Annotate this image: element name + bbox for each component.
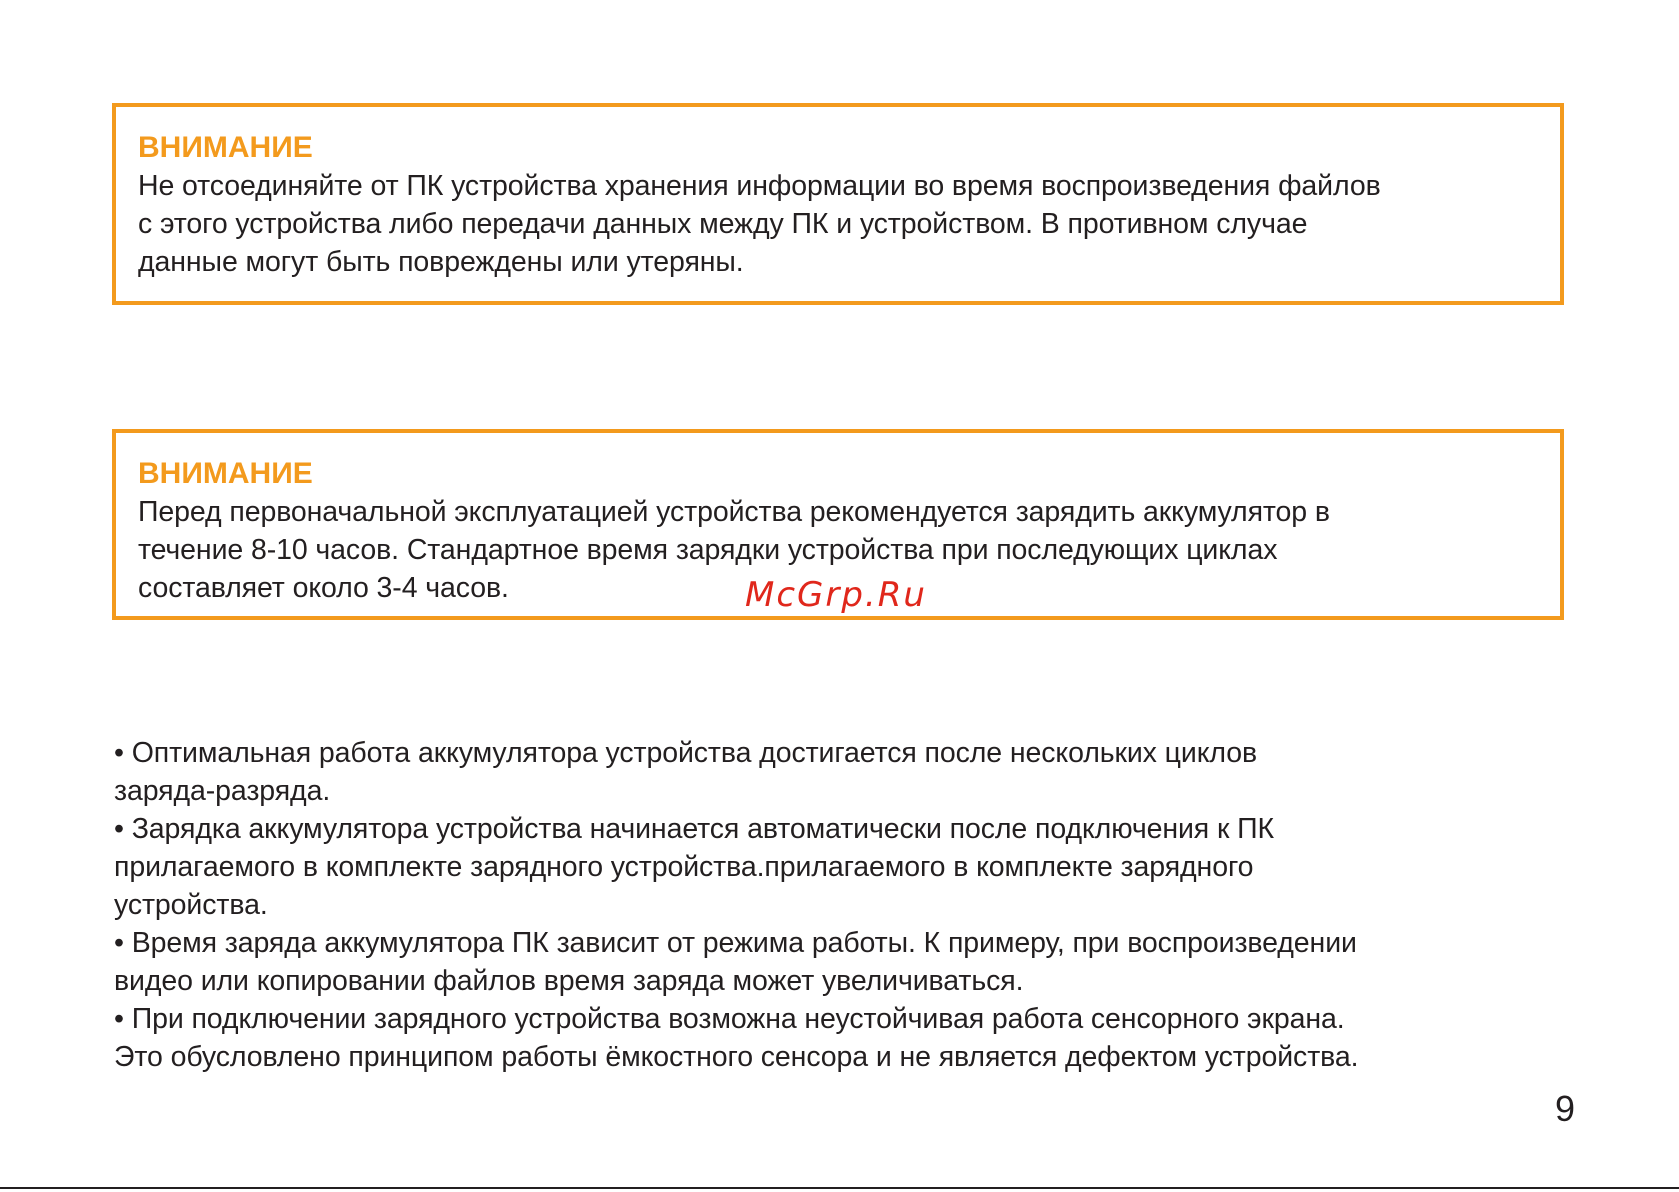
note-line: • Время заряда аккумулятора ПК зависит от режима работы. К примеру, при воспроизведении <box>114 927 1357 959</box>
warning-title: ВНИМАНИЕ <box>138 131 313 164</box>
warning-line: составляет около 3-4 часов. <box>138 572 509 604</box>
note-line: • Оптимальная работа аккумулятора устройства достигается после нескольких циклов <box>114 737 1258 769</box>
note-line: Это обусловлено принципом работы ёмкостного сенсора и не является дефектом устройства. <box>114 1041 1359 1073</box>
bottom-divider <box>0 1187 1679 1189</box>
note-line: • Зарядка аккумулятора устройства начинается автоматически после подключения к ПК <box>114 813 1275 845</box>
warning-box-data-transfer <box>112 103 1564 305</box>
battery-notes <box>114 734 1574 1076</box>
warning-title: ВНИМАНИЕ <box>138 457 313 490</box>
warning-line: Перед первоначальной эксплуатацией устройства рекомендуется зарядить аккумулятор в <box>138 496 1330 528</box>
warning-line: Не отсоединяйте от ПК устройства хранения информации во время воспроизведения файлов <box>138 170 1381 202</box>
warning-line: с этого устройства либо передачи данных между ПК и устройством. В противном случае <box>138 208 1308 240</box>
page-number: 9 <box>1554 1088 1575 1129</box>
note-line: заряда-разряда. <box>114 775 331 807</box>
note-line: устройства. <box>114 889 268 921</box>
warning-line: данные могут быть повреждены или утеряны. <box>138 246 744 278</box>
note-line: видео или копировании файлов время заряда может увеличиваться. <box>114 965 1024 997</box>
note-line: прилагаемого в комплекте зарядного устройства.прилагаемого в комплекте зарядного <box>114 851 1254 883</box>
note-line: • При подключении зарядного устройства возможна неустойчивая работа сенсорного экрана. <box>114 1003 1345 1035</box>
warning-line: течение 8-10 часов. Стандартное время зарядки устройства при последующих циклах <box>138 534 1278 566</box>
watermark: McGrp.Ru <box>745 575 927 615</box>
